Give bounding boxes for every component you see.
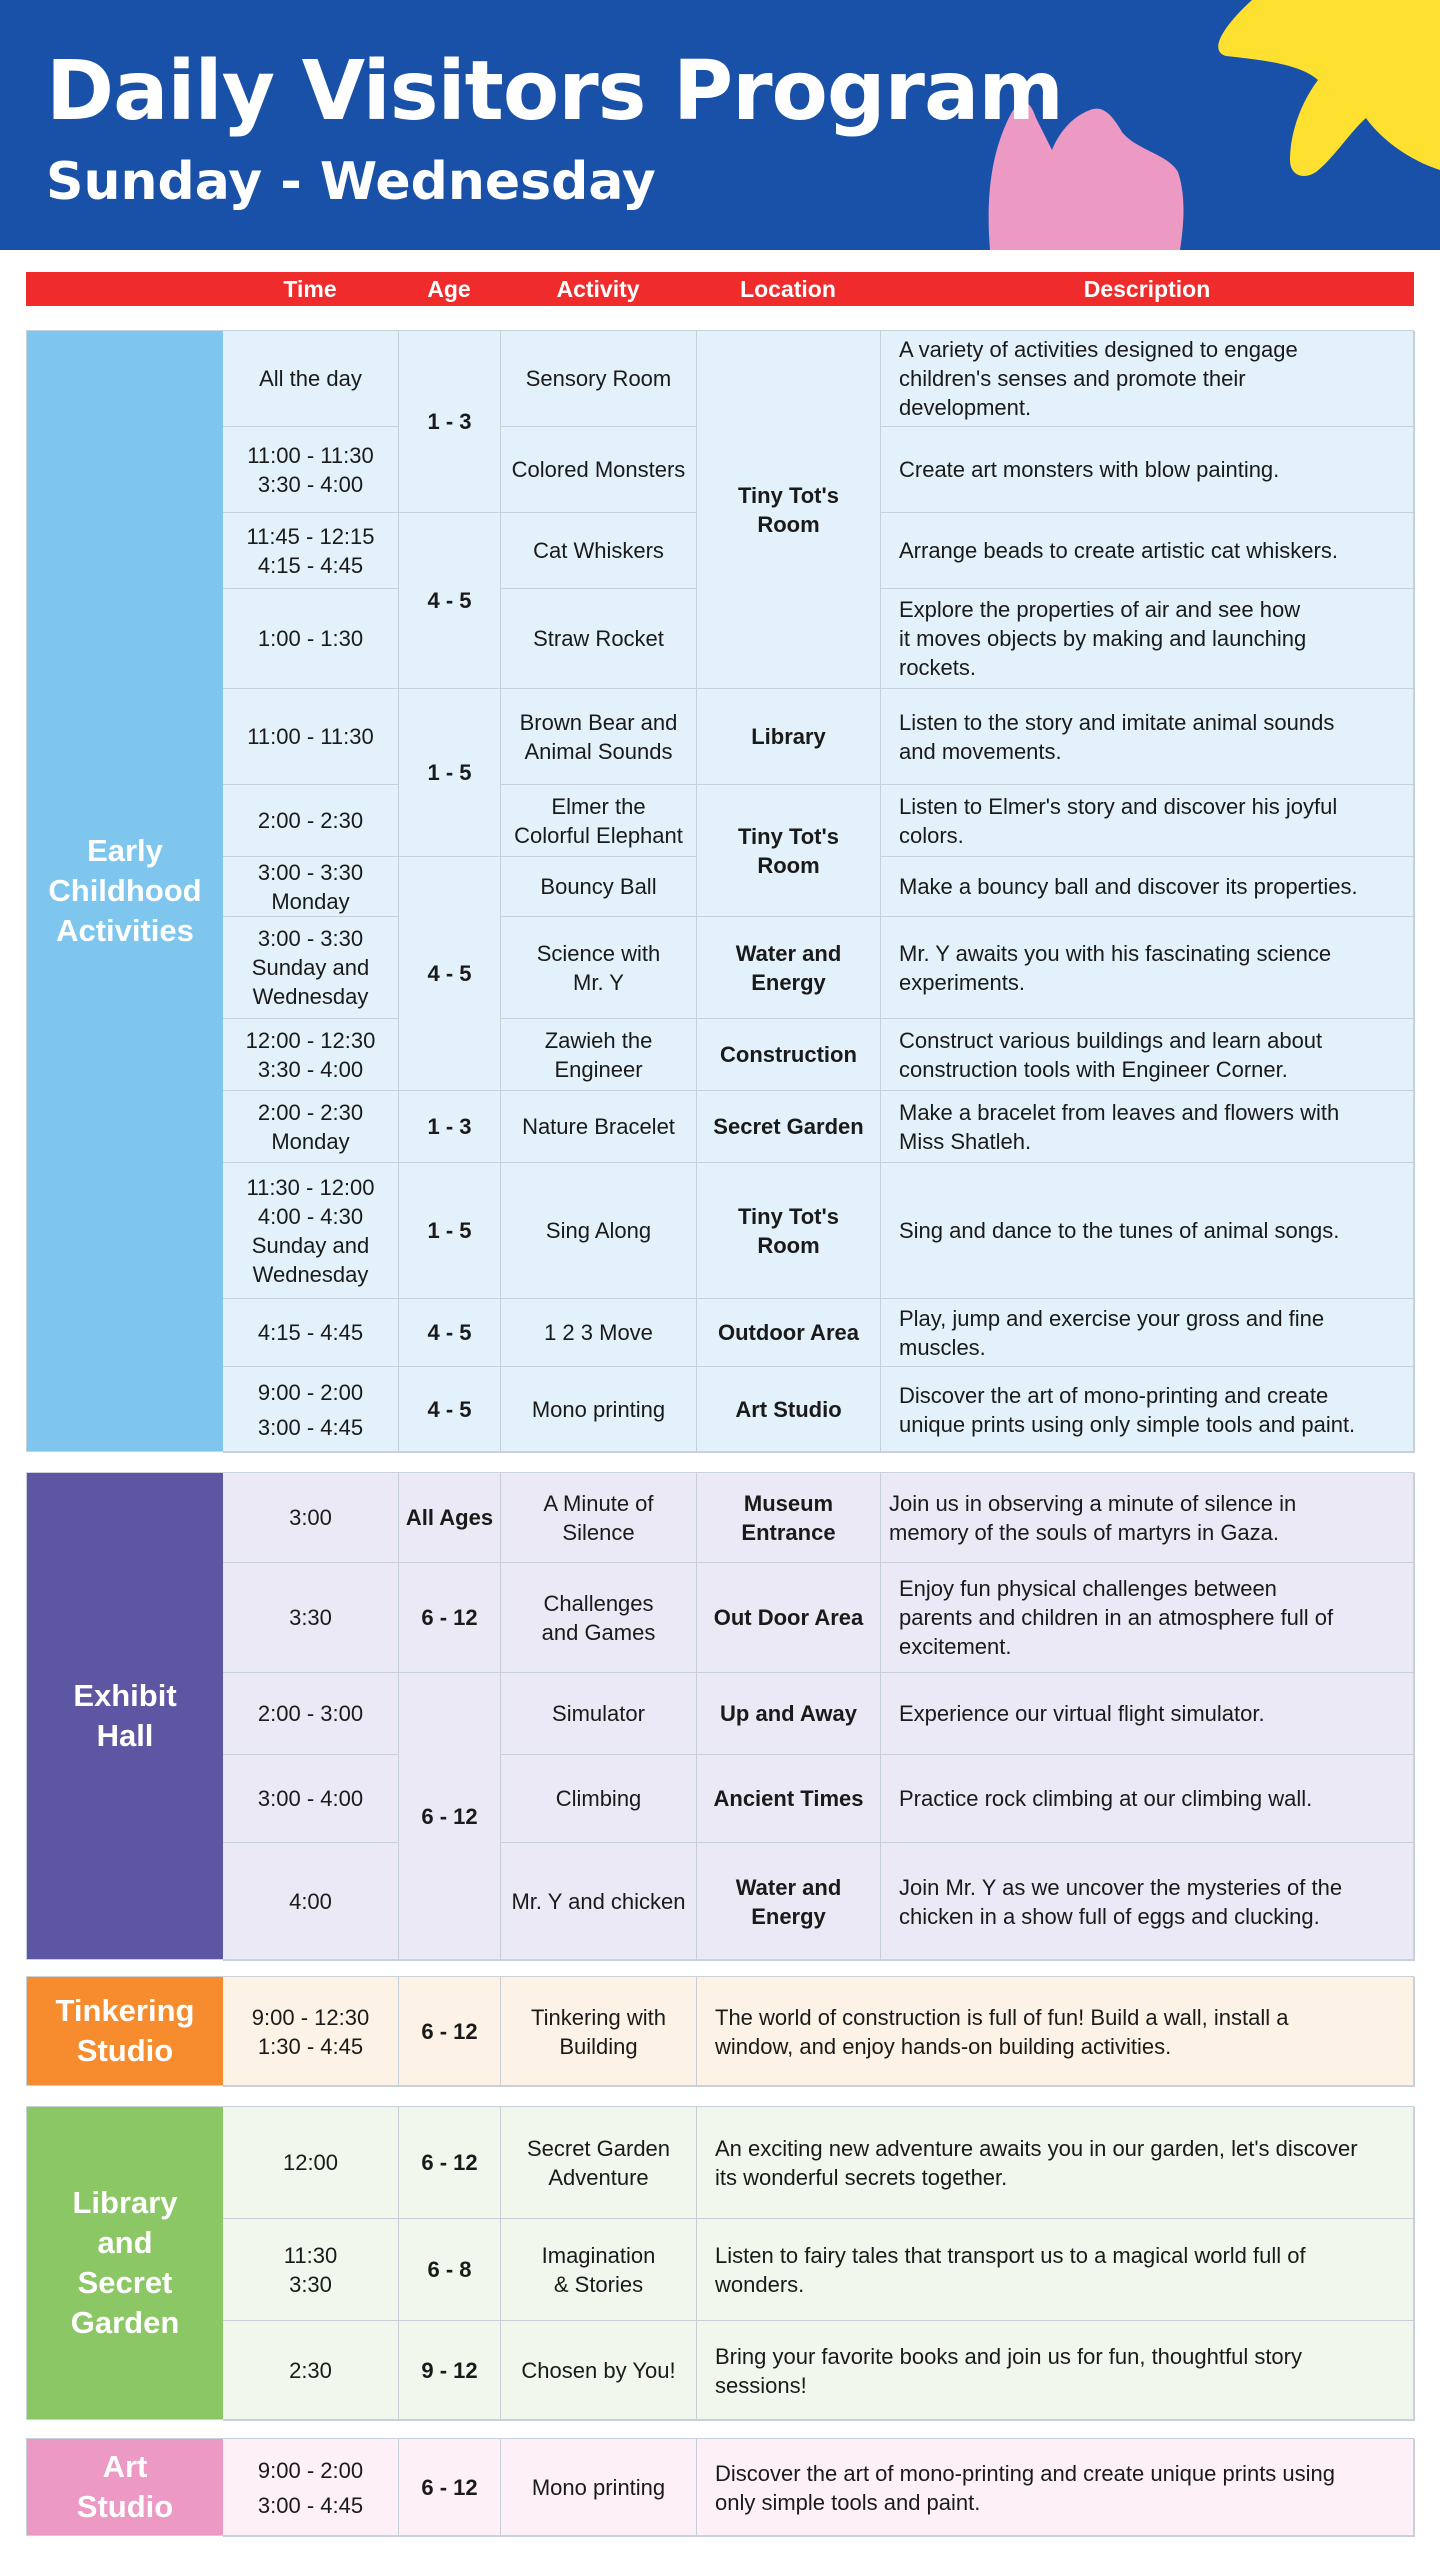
section-label-early-childhood: Early Childhood Activities [27, 331, 223, 1451]
time-cell: 4:15 - 4:45 [223, 1299, 399, 1367]
location-cell: Tiny Tot's Room [697, 331, 881, 689]
description-cell: Construct various buildings and learn about construction tools with Engineer Corner. [881, 1019, 1415, 1091]
activity-cell: Brown Bear and Animal Sounds [501, 689, 697, 785]
location-cell: Ancient Times [697, 1755, 881, 1843]
time-cell: 2:30 [223, 2321, 399, 2421]
section-table [223, 1977, 1413, 2085]
activity-cell: Bouncy Ball [501, 857, 697, 917]
activity-cell: Climbing [501, 1755, 697, 1843]
column-header-time: Time [283, 276, 337, 302]
age-cell: 1 - 5 [399, 689, 501, 857]
activity-cell: Zawieh the Engineer [501, 1019, 697, 1091]
activity-cell: Simulator [501, 1673, 697, 1755]
age-cell: 4 - 5 [399, 513, 501, 689]
location-cell: Up and Away [697, 1673, 881, 1755]
time-cell: 11:45 - 12:15 4:15 - 4:45 [223, 513, 399, 589]
description-cell: Make a bracelet from leaves and flowers with Miss Shatleh. [881, 1091, 1415, 1163]
description-cell: Listen to Elmer's story and discover his joyful colors. [881, 785, 1415, 857]
section-label-art-studio: Art Studio [27, 2439, 223, 2535]
description-cell: Make a bouncy ball and discover its properties. [881, 857, 1415, 917]
activity-cell: Cat Whiskers [501, 513, 697, 589]
location-cell: Out Door Area [697, 1563, 881, 1673]
activity-cell: Elmer the Colorful Elephant [501, 785, 697, 857]
description-cell: Sing and dance to the tunes of animal songs. [881, 1163, 1415, 1299]
time-cell: 12:00 [223, 2107, 399, 2219]
age-cell: 4 - 5 [399, 1367, 501, 1453]
activity-cell: Science with Mr. Y [501, 917, 697, 1019]
activity-cell: 1 2 3 Move [501, 1299, 697, 1367]
age-cell: 1 - 3 [399, 1091, 501, 1163]
description-cell: Listen to the story and imitate animal sounds and movements. [881, 689, 1415, 785]
activity-cell: A Minute of Silence [501, 1473, 697, 1563]
activity-cell: Chosen by You! [501, 2321, 697, 2421]
age-cell: 6 - 12 [399, 1673, 501, 1961]
column-header-location: Location [740, 276, 836, 302]
time-cell: 2:00 - 2:30 [223, 785, 399, 857]
activity-cell: Tinkering with Building [501, 1977, 697, 2087]
description-cell: Play, jump and exercise your gross and fine muscles. [881, 1299, 1415, 1367]
column-header-bar [26, 272, 1414, 306]
page-header [0, 0, 1440, 250]
time-cell: 11:30 3:30 [223, 2219, 399, 2321]
section-tinkering-studio [26, 1976, 1414, 2086]
age-cell: 6 - 12 [399, 1563, 501, 1673]
activity-cell: Mono printing [501, 2439, 697, 2537]
activity-cell: Challenges and Games [501, 1563, 697, 1673]
location-cell: Library [697, 689, 881, 785]
description-cell: Arrange beads to create artistic cat whiskers. [881, 513, 1415, 589]
activity-cell: Imagination & Stories [501, 2219, 697, 2321]
section-table [223, 2439, 1413, 2535]
time-cell: 9:00 - 2:00 3:00 - 4:45 [223, 1367, 399, 1453]
description-cell: Discover the art of mono-printing and create unique prints using only simple tools and paint. [881, 1367, 1415, 1453]
activity-cell: Colored Monsters [501, 427, 697, 513]
section-exhibit-hall [26, 1472, 1414, 1960]
sun-icon [1218, 0, 1440, 176]
activity-cell: Nature Bracelet [501, 1091, 697, 1163]
time-cell: 3:00 [223, 1473, 399, 1563]
time-cell: 9:00 - 2:00 3:00 - 4:45 [223, 2439, 399, 2537]
section-label-exhibit-hall: Exhibit Hall [27, 1473, 223, 1959]
time-cell: All the day [223, 331, 399, 427]
description-cell: Create art monsters with blow painting. [881, 427, 1415, 513]
location-cell: Water and Energy [697, 917, 881, 1019]
section-art-studio [26, 2438, 1414, 2536]
time-cell: 11:30 - 12:00 4:00 - 4:30 Sunday and Wednesday [223, 1163, 399, 1299]
age-cell: All Ages [399, 1473, 501, 1563]
time-cell: 12:00 - 12:30 3:30 - 4:00 [223, 1019, 399, 1091]
description-cell: A variety of activities designed to engage children's senses and promote their development. [881, 331, 1415, 427]
age-cell: 1 - 3 [399, 331, 501, 513]
column-header-age: Age [427, 276, 471, 302]
description-cell: Listen to fairy tales that transport us to a magical world full of wonders. [697, 2219, 1415, 2321]
age-cell: 6 - 12 [399, 2107, 501, 2219]
activity-cell: Secret Garden Adventure [501, 2107, 697, 2219]
description-cell: Discover the art of mono-printing and create unique prints using only simple tools and paint. [697, 2439, 1415, 2537]
time-cell: 11:00 - 11:30 3:30 - 4:00 [223, 427, 399, 513]
description-cell: Practice rock climbing at our climbing wall. [881, 1755, 1415, 1843]
location-cell: Tiny Tot's Room [697, 1163, 881, 1299]
page-title: Daily Visitors Program [46, 44, 1063, 139]
location-cell: Tiny Tot's Room [697, 785, 881, 917]
time-cell: 9:00 - 12:30 1:30 - 4:45 [223, 1977, 399, 2087]
activity-cell: Sing Along [501, 1163, 697, 1299]
section-label-library-secret-garden: Library and Secret Garden [27, 2107, 223, 2419]
activity-cell: Sensory Room [501, 331, 697, 427]
description-cell: Explore the properties of air and see how it moves objects by making and launching rockets. [881, 589, 1415, 689]
section-label-tinkering-studio: Tinkering Studio [27, 1977, 223, 2085]
time-cell: 4:00 [223, 1843, 399, 1961]
location-cell: Museum Entrance [697, 1473, 881, 1563]
description-cell: Bring your favorite books and join us for fun, thoughtful story sessions! [697, 2321, 1415, 2421]
age-cell: 1 - 5 [399, 1163, 501, 1299]
column-header-activity: Activity [556, 276, 640, 302]
page-subtitle: Sunday - Wednesday [46, 152, 656, 212]
time-cell: 3:30 [223, 1563, 399, 1673]
activity-cell: Mono printing [501, 1367, 697, 1453]
section-table [223, 2107, 1413, 2419]
description-cell: An exciting new adventure awaits you in our garden, let's discover its wonderful secrets together. [697, 2107, 1415, 2219]
time-cell: 1:00 - 1:30 [223, 589, 399, 689]
age-cell: 6 - 12 [399, 1977, 501, 2087]
description-cell: Mr. Y awaits you with his fascinating science experiments. [881, 917, 1415, 1019]
description-cell: Enjoy fun physical challenges between parents and children in an atmosphere full of excitement. [881, 1563, 1415, 1673]
activity-cell: Mr. Y and chicken [501, 1843, 697, 1961]
location-cell: Water and Energy [697, 1843, 881, 1961]
age-cell: 6 - 12 [399, 2439, 501, 2537]
description-cell: Join us in observing a minute of silence in memory of the souls of martyrs in Gaza. [881, 1473, 1415, 1563]
time-cell: 3:00 - 3:30 Sunday and Wednesday [223, 917, 399, 1019]
time-cell: 2:00 - 2:30 Monday [223, 1091, 399, 1163]
time-cell: 2:00 - 3:00 [223, 1673, 399, 1755]
time-cell: 3:00 - 3:30 Monday [223, 857, 399, 917]
description-cell: Experience our virtual flight simulator. [881, 1673, 1415, 1755]
column-header-description: Description [1083, 276, 1211, 302]
section-library-secret-garden [26, 2106, 1414, 2420]
section-table [223, 1473, 1413, 1959]
time-cell: 3:00 - 4:00 [223, 1755, 399, 1843]
description-cell: The world of construction is full of fun! Build a wall, install a window, and enjoy hands-on building activities. [697, 1977, 1415, 2087]
activity-cell: Straw Rocket [501, 589, 697, 689]
section-table [223, 331, 1413, 1451]
age-cell: 6 - 8 [399, 2219, 501, 2321]
age-cell: 4 - 5 [399, 857, 501, 1091]
age-cell: 9 - 12 [399, 2321, 501, 2421]
time-cell: 11:00 - 11:30 [223, 689, 399, 785]
location-cell: Construction [697, 1019, 881, 1091]
location-cell: Secret Garden [697, 1091, 881, 1163]
age-cell: 4 - 5 [399, 1299, 501, 1367]
description-cell: Join Mr. Y as we uncover the mysteries of the chicken in a show full of eggs and clucking. [881, 1843, 1415, 1961]
section-early-childhood [26, 330, 1414, 1452]
location-cell: Outdoor Area [697, 1299, 881, 1367]
location-cell: Art Studio [697, 1367, 881, 1453]
